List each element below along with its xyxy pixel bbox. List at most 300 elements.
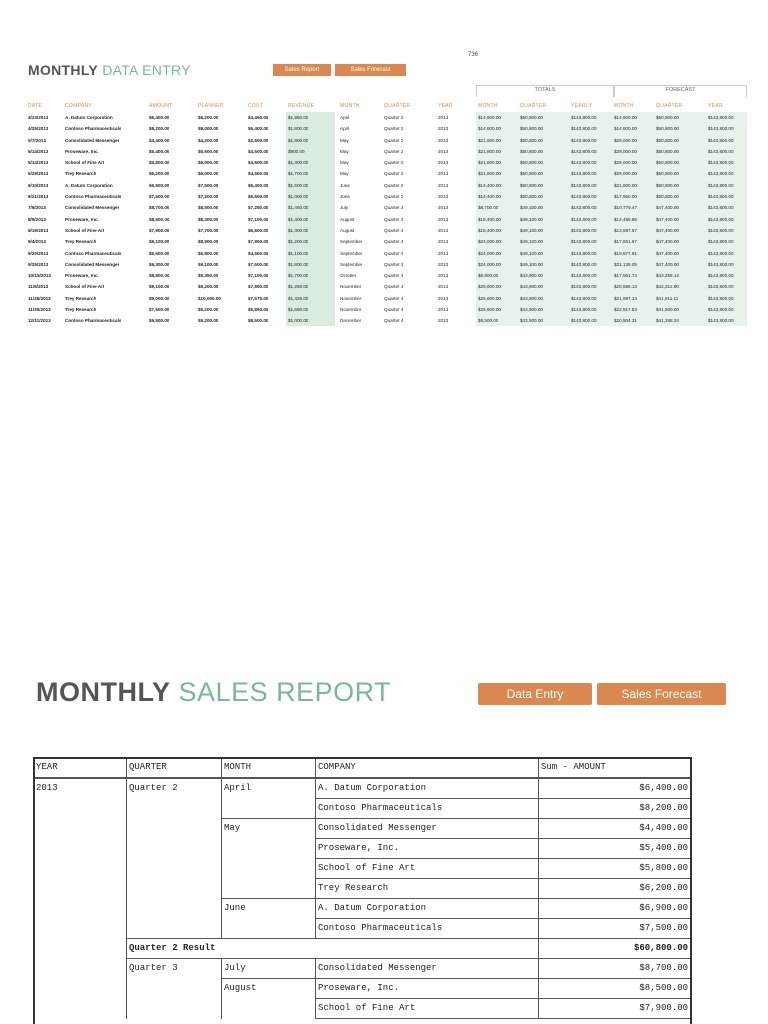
- forecast-month-cell[interactable]: $13,887.57: [614, 227, 637, 233]
- year-cell[interactable]: 2013: [438, 273, 449, 279]
- cost-cell[interactable]: $7,100.00: [248, 216, 269, 222]
- company-cell[interactable]: Contoso Pharmaceuticals: [65, 318, 122, 324]
- revenue-cell[interactable]: $1,300.00: [288, 160, 309, 166]
- month-cell[interactable]: October: [340, 273, 357, 279]
- company-cell[interactable]: School of Fine Art: [65, 227, 105, 233]
- total-yearly-cell[interactable]: $143,800.00: [571, 284, 597, 290]
- total-yearly-cell[interactable]: $143,800.00: [571, 261, 597, 267]
- forecast-year-cell[interactable]: $143,800.00: [708, 216, 734, 222]
- date-cell[interactable]: 4/25/2013: [28, 126, 49, 132]
- year-cell[interactable]: 2013: [438, 284, 449, 290]
- forecast-month-cell[interactable]: $21,800.00: [614, 182, 637, 188]
- revenue-cell[interactable]: $1,800.00: [288, 261, 309, 267]
- month-header[interactable]: MONTH: [340, 103, 360, 109]
- date-cell[interactable]: 8/5/2013: [28, 216, 46, 222]
- year-cell[interactable]: 2013: [438, 148, 449, 154]
- cost-cell[interactable]: $2,600.00: [248, 137, 269, 143]
- quarter-cell[interactable]: Quarter 3: [384, 227, 404, 233]
- forecast-year-cell[interactable]: $143,800.00: [708, 182, 734, 188]
- total-quarter-cell[interactable]: $50,800.00: [520, 171, 543, 177]
- planned-cell[interactable]: $6,000.00: [198, 171, 219, 177]
- total-yearly-cell[interactable]: $143,800.00: [571, 182, 597, 188]
- cost-cell[interactable]: $8,500.00: [248, 318, 269, 324]
- quarter-cell[interactable]: Quarter 2: [384, 137, 404, 143]
- total-quarter-cell[interactable]: $43,900.00: [520, 307, 543, 313]
- company-cell[interactable]: School of Fine Art: [65, 160, 105, 166]
- total-yearly-header[interactable]: YEARLY: [571, 103, 593, 109]
- planned-header[interactable]: PLANNED: [198, 103, 224, 109]
- planned-cell[interactable]: $8,500.00: [198, 205, 219, 211]
- company-header[interactable]: COMPANY: [316, 758, 539, 779]
- amount-cell[interactable]: $6,900.00: [149, 182, 170, 188]
- forecast-quarter-cell[interactable]: $42,312.90: [656, 284, 679, 290]
- month-cell[interactable]: May: [340, 148, 349, 154]
- total-yearly-cell[interactable]: $143,800.00: [571, 295, 597, 301]
- year-cell[interactable]: 2013: [438, 318, 449, 324]
- total-quarter-cell[interactable]: $49,100.00: [520, 216, 543, 222]
- quarter-cell[interactable]: Quarter 2: [384, 115, 404, 120]
- data-entry-button[interactable]: Data Entry: [478, 683, 592, 705]
- month-cell[interactable]: June: [340, 194, 350, 200]
- sales-report-button[interactable]: Sales Report: [273, 64, 331, 76]
- planned-cell[interactable]: $6,000.00: [198, 160, 219, 166]
- month-cell[interactable]: November: [340, 295, 362, 301]
- forecast-month-cell[interactable]: $14,600.00: [614, 126, 637, 132]
- planned-cell[interactable]: $7,200.00: [198, 194, 219, 200]
- quarter-cell[interactable]: Quarter 3: [384, 239, 404, 245]
- amount-cell[interactable]: $9,000.00: [149, 295, 170, 301]
- forecast-year-cell[interactable]: $143,800.00: [708, 171, 734, 177]
- amount-cell[interactable]: $8,700.00: [149, 205, 170, 211]
- date-cell[interactable]: 9/25/2013: [28, 261, 49, 267]
- sales-forecast-button[interactable]: Sales Forecast: [335, 64, 406, 76]
- forecast-year-header[interactable]: YEAR: [708, 103, 723, 109]
- year-cell[interactable]: 2013: [438, 171, 449, 177]
- revenue-cell[interactable]: $1,700.00: [288, 273, 309, 279]
- year-cell[interactable]: 2013: [438, 126, 449, 132]
- cost-cell[interactable]: $6,400.00: [248, 126, 269, 132]
- total-month-cell[interactable]: $8,700.00: [478, 205, 499, 211]
- forecast-quarter-header[interactable]: QUARTER: [656, 103, 683, 109]
- forecast-quarter-cell[interactable]: $47,400.00: [656, 227, 679, 233]
- forecast-quarter-cell[interactable]: $47,400.00: [656, 216, 679, 222]
- forecast-quarter-cell[interactable]: $50,800.00: [656, 126, 679, 132]
- forecast-quarter-cell[interactable]: $47,400.00: [656, 261, 679, 267]
- company-cell[interactable]: Proseware, Inc.: [65, 216, 99, 222]
- total-month-cell[interactable]: $25,600.00: [478, 295, 501, 301]
- total-quarter-cell[interactable]: $50,800.00: [520, 160, 543, 166]
- revenue-cell[interactable]: $1,200.00: [288, 239, 309, 245]
- total-quarter-cell[interactable]: $50,800.00: [520, 148, 543, 154]
- total-month-cell[interactable]: $14,600.00: [478, 126, 501, 132]
- year-cell[interactable]: 2013: [438, 216, 449, 222]
- quarter-cell[interactable]: Quarter 2: [384, 194, 404, 200]
- forecast-year-cell[interactable]: $143,800.00: [708, 318, 734, 324]
- total-yearly-cell[interactable]: $143,800.00: [571, 205, 597, 211]
- forecast-month-cell[interactable]: $29,000.00: [614, 148, 637, 154]
- total-quarter-cell[interactable]: $49,100.00: [520, 227, 543, 233]
- total-yearly-cell[interactable]: $143,800.00: [571, 148, 597, 154]
- total-quarter-cell[interactable]: $49,100.00: [520, 250, 543, 256]
- amount-cell[interactable]: $5,400.00: [149, 148, 170, 154]
- year-cell[interactable]: 2013: [438, 227, 449, 233]
- forecast-month-cell[interactable]: $29,000.00: [614, 137, 637, 143]
- forecast-year-cell[interactable]: $143,800.00: [708, 261, 734, 267]
- amount-cell[interactable]: $8,500.00: [149, 216, 170, 222]
- year-cell[interactable]: 2013: [438, 307, 449, 313]
- forecast-month-cell[interactable]: $21,987.14: [614, 295, 637, 301]
- revenue-cell[interactable]: $1,500.00: [288, 182, 309, 188]
- date-cell[interactable]: 10/15/2013: [28, 273, 51, 279]
- cost-cell[interactable]: $7,100.00: [248, 273, 269, 279]
- amount-cell[interactable]: $7,500.00: [149, 194, 170, 200]
- year-cell[interactable]: 2013: [438, 239, 449, 245]
- planned-cell[interactable]: $8,300.00: [198, 216, 219, 222]
- year-header[interactable]: YEAR: [34, 758, 127, 779]
- company-cell[interactable]: Consolidated Messenger: [65, 205, 120, 211]
- year-cell[interactable]: 2013: [438, 115, 449, 120]
- planned-cell[interactable]: $8,900.00: [198, 239, 219, 245]
- forecast-year-cell[interactable]: $143,800.00: [708, 273, 734, 279]
- planned-cell[interactable]: $5,800.00: [198, 250, 219, 256]
- total-quarter-cell[interactable]: $43,900.00: [520, 295, 543, 301]
- forecast-quarter-cell[interactable]: $47,400.00: [656, 205, 679, 211]
- forecast-quarter-cell[interactable]: $50,800.00: [656, 194, 679, 200]
- total-yearly-cell[interactable]: $143,800.00: [571, 194, 597, 200]
- total-month-cell[interactable]: $25,600.00: [478, 307, 501, 313]
- amount-cell[interactable]: $7,500.00: [149, 307, 170, 313]
- forecast-quarter-cell[interactable]: $50,800.00: [656, 182, 679, 188]
- forecast-month-header[interactable]: MONTH: [614, 103, 634, 109]
- cost-cell[interactable]: $4,450.00: [248, 115, 269, 120]
- forecast-quarter-cell[interactable]: $41,811.11: [656, 295, 679, 301]
- total-month-cell[interactable]: $9,500.00: [478, 318, 499, 324]
- cost-header[interactable]: COST: [248, 103, 264, 109]
- revenue-cell[interactable]: $1,400.00: [288, 216, 309, 222]
- forecast-month-cell[interactable]: $14,600.00: [614, 115, 637, 120]
- month-cell[interactable]: May: [340, 137, 349, 143]
- month-cell[interactable]: September: [340, 261, 363, 267]
- amount-cell[interactable]: $9,500.00: [149, 318, 170, 324]
- cost-cell[interactable]: $7,250.00: [248, 205, 269, 211]
- revenue-cell[interactable]: $1,800.00: [288, 126, 309, 132]
- planned-cell[interactable]: $7,700.00: [198, 227, 219, 233]
- cost-cell[interactable]: $5,850.00: [248, 307, 269, 313]
- quarter-header[interactable]: QUARTER: [384, 103, 411, 109]
- forecast-quarter-cell[interactable]: $50,800.00: [656, 171, 679, 177]
- company-cell[interactable]: Proseware, Inc.: [65, 273, 99, 279]
- quarter-header[interactable]: QUARTER: [127, 758, 222, 779]
- month-cell[interactable]: April: [340, 115, 350, 120]
- forecast-year-cell[interactable]: $143,800.00: [708, 284, 734, 290]
- forecast-year-cell[interactable]: $143,800.00: [708, 227, 734, 233]
- total-month-header[interactable]: MONTH: [478, 103, 498, 109]
- cost-cell[interactable]: $6,500.00: [248, 194, 269, 200]
- forecast-quarter-cell[interactable]: $43,258.14: [656, 273, 679, 279]
- total-month-cell[interactable]: $14,400.00: [478, 182, 501, 188]
- month-cell[interactable]: August: [340, 216, 355, 222]
- total-yearly-cell[interactable]: $143,800.00: [571, 216, 597, 222]
- company-cell[interactable]: School of Fine Art: [65, 284, 105, 290]
- amount-cell[interactable]: $6,200.00: [149, 171, 170, 177]
- forecast-month-cell[interactable]: $21,138.05: [614, 261, 637, 267]
- planned-cell[interactable]: $9,200.00: [198, 307, 219, 313]
- total-quarter-cell[interactable]: $43,900.00: [520, 284, 543, 290]
- total-yearly-cell[interactable]: $143,800.00: [571, 137, 597, 143]
- forecast-year-cell[interactable]: $143,800.00: [708, 307, 734, 313]
- quarter-cell[interactable]: Quarter 4: [384, 318, 404, 324]
- cost-cell[interactable]: $7,500.00: [248, 261, 269, 267]
- total-yearly-cell[interactable]: $143,800.00: [571, 227, 597, 233]
- cost-cell[interactable]: $4,500.00: [248, 250, 269, 256]
- date-cell[interactable]: 12/11/2013: [28, 318, 51, 324]
- forecast-quarter-cell[interactable]: $47,400.00: [656, 239, 679, 245]
- total-quarter-header[interactable]: QUARTER: [520, 103, 547, 109]
- forecast-quarter-cell[interactable]: $50,800.00: [656, 148, 679, 154]
- year-header[interactable]: YEAR: [438, 103, 453, 109]
- month-cell[interactable]: May: [340, 160, 349, 166]
- year-cell[interactable]: 2013: [438, 182, 449, 188]
- forecast-month-cell[interactable]: $29,000.00: [614, 171, 637, 177]
- year-cell[interactable]: 2013: [438, 261, 449, 267]
- date-cell[interactable]: 9/4/2013: [28, 239, 46, 245]
- total-yearly-cell[interactable]: $143,800.00: [571, 318, 597, 324]
- forecast-month-cell[interactable]: $20,558.13: [614, 284, 637, 290]
- quarter-cell[interactable]: Quarter 3: [384, 216, 404, 222]
- planned-cell[interactable]: $5,500.00: [198, 148, 219, 154]
- planned-cell[interactable]: $10,000.00: [198, 295, 221, 301]
- month-cell[interactable]: November: [340, 284, 362, 290]
- month-cell[interactable]: July: [340, 205, 349, 211]
- forecast-year-cell[interactable]: $143,800.00: [708, 115, 734, 120]
- forecast-year-cell[interactable]: $143,800.00: [708, 194, 734, 200]
- planned-cell[interactable]: $6,200.00: [198, 115, 219, 120]
- cost-cell[interactable]: $5,400.00: [248, 182, 269, 188]
- company-cell[interactable]: Trey Research: [65, 295, 97, 301]
- quarter-cell[interactable]: Quarter 3: [384, 261, 404, 267]
- total-quarter-cell[interactable]: $50,800.00: [520, 194, 543, 200]
- date-cell[interactable]: 5/14/2013: [28, 160, 49, 166]
- company-cell[interactable]: Contoso Pharmaceuticals: [65, 194, 122, 200]
- company-cell[interactable]: Consolidated Messenger: [65, 261, 120, 267]
- company-header[interactable]: COMPANY: [65, 103, 93, 109]
- company-cell[interactable]: A. Datum Corporation: [65, 115, 113, 120]
- revenue-cell[interactable]: $1,250.00: [288, 284, 309, 290]
- amount-cell[interactable]: $8,200.00: [149, 126, 170, 132]
- forecast-quarter-cell[interactable]: $41,288.24: [656, 318, 679, 324]
- company-cell[interactable]: Trey Research: [65, 307, 97, 313]
- month-cell[interactable]: November: [340, 307, 362, 313]
- cost-cell[interactable]: $7,900.00: [248, 239, 269, 245]
- total-month-cell[interactable]: $24,000.00: [478, 250, 501, 256]
- cost-cell[interactable]: $4,500.00: [248, 148, 269, 154]
- total-quarter-cell[interactable]: $49,100.00: [520, 261, 543, 267]
- month-cell[interactable]: December: [340, 318, 362, 324]
- month-cell[interactable]: May: [340, 171, 349, 177]
- revenue-cell[interactable]: $1,425.00: [288, 295, 309, 301]
- revenue-cell[interactable]: $1,000.00: [288, 318, 309, 324]
- date-cell[interactable]: 5/29/2013: [28, 171, 49, 177]
- total-month-cell[interactable]: $21,800.00: [478, 137, 501, 143]
- total-yearly-cell[interactable]: $143,800.00: [571, 273, 597, 279]
- total-month-cell[interactable]: $21,800.00: [478, 171, 501, 177]
- amount-cell[interactable]: $9,100.00: [149, 284, 170, 290]
- revenue-cell[interactable]: $1,300.00: [288, 227, 309, 233]
- year-cell[interactable]: 2013: [438, 250, 449, 256]
- date-cell[interactable]: 11/30/2013: [28, 307, 51, 313]
- company-cell[interactable]: A. Datum Corporation: [65, 182, 113, 188]
- planned-cell[interactable]: $9,200.00: [198, 284, 219, 290]
- quarter-cell[interactable]: Quarter 4: [384, 295, 404, 301]
- total-yearly-cell[interactable]: $143,800.00: [571, 160, 597, 166]
- forecast-year-cell[interactable]: $143,800.00: [708, 126, 734, 132]
- planned-cell[interactable]: $9,100.00: [198, 261, 219, 267]
- amount-header[interactable]: AMOUNT: [149, 103, 173, 109]
- planned-cell[interactable]: $9,200.00: [198, 318, 219, 324]
- month-cell[interactable]: June: [340, 182, 350, 188]
- forecast-month-cell[interactable]: $17,651.67: [614, 239, 637, 245]
- date-cell[interactable]: 6/10/2013: [28, 182, 49, 188]
- revenue-cell[interactable]: $1,450.00: [288, 205, 309, 211]
- year-cell[interactable]: 2013: [438, 160, 449, 166]
- company-cell[interactable]: Trey Research: [65, 239, 97, 245]
- total-quarter-cell[interactable]: $43,900.00: [520, 318, 543, 324]
- amount-cell[interactable]: $9,300.00: [149, 261, 170, 267]
- total-quarter-cell[interactable]: $43,900.00: [520, 273, 543, 279]
- total-month-cell[interactable]: $24,000.00: [478, 261, 501, 267]
- amount-cell[interactable]: $5,600.00: [149, 250, 170, 256]
- amount-cell[interactable]: $4,400.00: [149, 137, 170, 143]
- forecast-month-cell[interactable]: $22,917.83: [614, 307, 637, 313]
- forecast-year-cell[interactable]: $143,800.00: [708, 148, 734, 154]
- date-cell[interactable]: 8/19/2013: [28, 227, 49, 233]
- total-yearly-cell[interactable]: $143,800.00: [571, 126, 597, 132]
- total-quarter-cell[interactable]: $50,800.00: [520, 115, 543, 120]
- total-month-cell[interactable]: $16,400.00: [478, 216, 501, 222]
- forecast-year-cell[interactable]: $143,800.00: [708, 239, 734, 245]
- cost-cell[interactable]: $7,575.00: [248, 295, 269, 301]
- date-cell[interactable]: 5/14/2013: [28, 148, 49, 154]
- cost-cell[interactable]: $7,850.00: [248, 284, 269, 290]
- revenue-cell[interactable]: $900.00: [288, 148, 305, 154]
- total-quarter-cell[interactable]: $50,800.00: [520, 126, 543, 132]
- year-cell[interactable]: 2013: [438, 295, 449, 301]
- date-cell[interactable]: 11/26/2013: [28, 295, 51, 301]
- quarter-cell[interactable]: Quarter 2: [384, 171, 404, 177]
- forecast-month-cell[interactable]: $17,950.00: [614, 194, 637, 200]
- company-cell[interactable]: Contoso Pharmaceuticals: [65, 250, 122, 256]
- total-month-cell[interactable]: $21,800.00: [478, 148, 501, 154]
- company-cell[interactable]: Trey Research: [65, 171, 97, 177]
- forecast-month-cell[interactable]: $20,504.31: [614, 318, 637, 324]
- cost-cell[interactable]: $4,500.00: [248, 160, 269, 166]
- cost-cell[interactable]: $4,500.00: [248, 171, 269, 177]
- cost-cell[interactable]: $6,600.00: [248, 227, 269, 233]
- planned-cell[interactable]: $4,200.00: [198, 137, 219, 143]
- forecast-quarter-cell[interactable]: $50,800.00: [656, 160, 679, 166]
- month-cell[interactable]: August: [340, 227, 355, 233]
- quarter-cell[interactable]: Quarter 2: [384, 182, 404, 188]
- total-month-cell[interactable]: $24,000.00: [478, 239, 501, 245]
- sum-amount-header[interactable]: Sum - AMOUNT: [539, 758, 691, 779]
- revenue-cell[interactable]: $1,000.00: [288, 194, 309, 200]
- revenue-cell[interactable]: $1,800.00: [288, 137, 309, 143]
- amount-cell[interactable]: $8,800.00: [149, 273, 170, 279]
- month-cell[interactable]: September: [340, 250, 363, 256]
- sales-forecast-button[interactable]: Sales Forecast: [597, 683, 726, 705]
- month-header[interactable]: MONTH: [222, 758, 316, 779]
- forecast-month-cell[interactable]: $17,951.74: [614, 273, 637, 279]
- company-cell[interactable]: Contoso Pharmaceuticals: [65, 126, 122, 132]
- revenue-cell[interactable]: $1,650.00: [288, 307, 309, 313]
- total-month-cell[interactable]: $14,400.00: [478, 194, 501, 200]
- forecast-quarter-cell[interactable]: $41,500.00: [656, 307, 679, 313]
- total-month-cell[interactable]: $21,800.00: [478, 160, 501, 166]
- date-cell[interactable]: 4/23/2013: [28, 115, 49, 120]
- quarter-cell[interactable]: Quarter 3: [384, 205, 404, 211]
- forecast-quarter-cell[interactable]: $47,400.00: [656, 250, 679, 256]
- year-cell[interactable]: 2013: [438, 205, 449, 211]
- quarter-cell[interactable]: Quarter 2: [384, 148, 404, 154]
- forecast-year-cell[interactable]: $143,800.00: [708, 295, 734, 301]
- company-cell[interactable]: Consolidated Messenger: [65, 137, 120, 143]
- total-quarter-cell[interactable]: $50,800.00: [520, 137, 543, 143]
- total-month-cell[interactable]: $16,400.00: [478, 227, 501, 233]
- year-cell[interactable]: 2013: [438, 137, 449, 143]
- forecast-month-cell[interactable]: $29,000.00: [614, 160, 637, 166]
- total-yearly-cell[interactable]: $143,800.00: [571, 307, 597, 313]
- planned-cell[interactable]: $7,500.00: [198, 182, 219, 188]
- total-quarter-cell[interactable]: $50,800.00: [520, 182, 543, 188]
- total-quarter-cell[interactable]: $49,100.00: [520, 205, 543, 211]
- total-yearly-cell[interactable]: $143,800.00: [571, 239, 597, 245]
- company-cell[interactable]: Proseware, Inc.: [65, 148, 99, 154]
- forecast-quarter-cell[interactable]: $50,800.00: [656, 137, 679, 143]
- revenue-cell[interactable]: $1,700.00: [288, 171, 309, 177]
- forecast-quarter-cell[interactable]: $50,800.00: [656, 115, 679, 120]
- date-cell[interactable]: 11/5/2013: [28, 284, 49, 290]
- year-cell[interactable]: 2013: [438, 194, 449, 200]
- forecast-year-cell[interactable]: $143,800.00: [708, 137, 734, 143]
- date-cell[interactable]: 9/20/2013: [28, 250, 49, 256]
- date-cell[interactable]: 5/7/2013: [28, 137, 46, 143]
- amount-cell[interactable]: $7,900.00: [149, 227, 170, 233]
- amount-cell[interactable]: $9,100.00: [149, 239, 170, 245]
- revenue-cell[interactable]: $1,100.00: [288, 250, 309, 256]
- total-month-cell[interactable]: $14,600.00: [478, 115, 501, 120]
- amount-cell[interactable]: $6,400.00: [149, 115, 170, 120]
- forecast-month-cell[interactable]: $12,455.86: [614, 216, 637, 222]
- quarter-cell[interactable]: Quarter 3: [384, 250, 404, 256]
- total-month-cell[interactable]: $8,800.00: [478, 273, 499, 279]
- forecast-year-cell[interactable]: $143,800.00: [708, 160, 734, 166]
- forecast-year-cell[interactable]: $143,800.00: [708, 205, 734, 211]
- revenue-cell[interactable]: $1,950.00: [288, 115, 309, 120]
- total-month-cell[interactable]: $25,600.00: [478, 284, 501, 290]
- total-yearly-cell[interactable]: $143,800.00: [571, 250, 597, 256]
- revenue-header[interactable]: REVENUE: [288, 103, 315, 109]
- forecast-month-cell[interactable]: $10,779.47: [614, 205, 637, 211]
- quarter-cell[interactable]: Quarter 2: [384, 126, 404, 132]
- total-yearly-cell[interactable]: $143,800.00: [571, 171, 597, 177]
- date-header[interactable]: DATE: [28, 103, 43, 109]
- planned-cell[interactable]: $8,000.00: [198, 126, 219, 132]
- total-yearly-cell[interactable]: $143,800.00: [571, 115, 597, 120]
- month-cell[interactable]: April: [340, 126, 350, 132]
- total-quarter-cell[interactable]: $49,100.00: [520, 239, 543, 245]
- forecast-month-cell[interactable]: $19,877.91: [614, 250, 637, 256]
- amount-cell[interactable]: $5,800.00: [149, 160, 170, 166]
